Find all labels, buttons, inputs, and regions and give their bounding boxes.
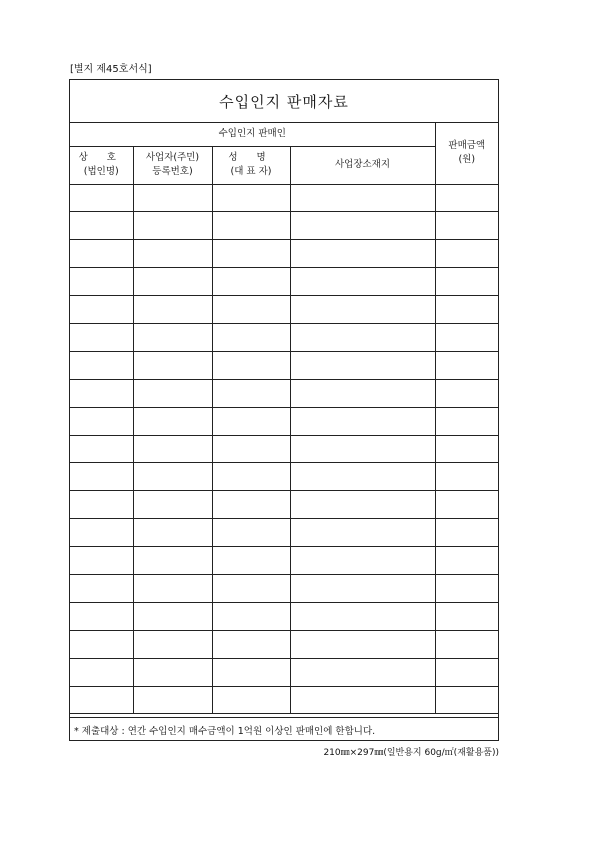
name-header — [70, 146, 133, 184]
table-cell[interactable] — [133, 323, 212, 351]
name-label: 상 호 — [78, 151, 124, 163]
rep-header — [212, 146, 290, 184]
table-cell[interactable] — [133, 268, 212, 296]
table-cell[interactable] — [290, 407, 435, 435]
sales-amount-unit: (원) — [458, 154, 476, 166]
table-cell[interactable] — [133, 379, 212, 407]
table-cell[interactable] — [70, 602, 133, 630]
seller-group-label: 수입인지 판매인 — [218, 128, 286, 140]
table-cell[interactable] — [435, 323, 498, 351]
table-cell[interactable] — [212, 184, 290, 212]
table-cell[interactable] — [435, 212, 498, 240]
table-row — [70, 379, 498, 407]
table-cell[interactable] — [435, 379, 498, 407]
table-row — [70, 602, 498, 630]
regno-header — [133, 146, 212, 184]
table-cell[interactable] — [70, 184, 133, 212]
sales-table — [70, 123, 498, 714]
table-cell[interactable] — [212, 602, 290, 630]
table-body — [70, 184, 498, 714]
table-row — [70, 519, 498, 547]
table-cell[interactable] — [70, 435, 133, 463]
seller-group-header — [70, 123, 435, 146]
table-row — [70, 184, 498, 212]
table-cell[interactable] — [290, 630, 435, 658]
table-cell[interactable] — [70, 519, 133, 547]
footnote: * 제출대상 : 연간 수입인지 매수금액이 1억원 이상인 판매인에 한합니다. — [70, 717, 498, 740]
table-row — [70, 240, 498, 268]
table-cell[interactable] — [435, 351, 498, 379]
table-cell[interactable] — [70, 351, 133, 379]
table-cell[interactable] — [133, 574, 212, 602]
table-cell[interactable] — [133, 240, 212, 268]
table-cell[interactable] — [435, 658, 498, 686]
table-cell[interactable] — [133, 602, 212, 630]
table-cell[interactable] — [290, 240, 435, 268]
name-sublabel: (법인명) — [83, 166, 119, 177]
paper-size-note: 210㎜×297㎜(일반용지 60g/㎡(재활용품)) — [323, 748, 499, 758]
table-cell[interactable] — [435, 547, 498, 575]
table-cell[interactable] — [70, 574, 133, 602]
rep-sublabel: (대 표 자) — [230, 166, 272, 177]
table-cell[interactable] — [70, 686, 133, 714]
table-cell[interactable] — [435, 463, 498, 491]
table-cell[interactable] — [212, 463, 290, 491]
regno-label: 사업자(주민) — [145, 151, 200, 163]
table-row — [70, 463, 498, 491]
table-cell[interactable] — [212, 240, 290, 268]
table-row — [70, 491, 498, 519]
form-number-label: [별지 제45호서식] — [70, 64, 152, 75]
table-cell[interactable] — [212, 658, 290, 686]
table-cell[interactable] — [70, 379, 133, 407]
table-cell[interactable] — [290, 686, 435, 714]
table-cell[interactable] — [435, 184, 498, 212]
table-cell[interactable] — [290, 323, 435, 351]
table-cell[interactable] — [70, 463, 133, 491]
table-cell[interactable] — [133, 296, 212, 324]
sales-amount-label: 판매금액 — [448, 140, 486, 151]
table-cell[interactable] — [290, 435, 435, 463]
table-cell[interactable] — [212, 268, 290, 296]
form-title: 수입인지 판매자료 — [70, 80, 498, 123]
table-cell[interactable] — [435, 574, 498, 602]
table-cell[interactable] — [70, 240, 133, 268]
table-cell[interactable] — [290, 574, 435, 602]
table-cell[interactable] — [290, 519, 435, 547]
table-cell[interactable] — [290, 268, 435, 296]
address-header — [290, 146, 435, 184]
table-row — [70, 268, 498, 296]
table-cell[interactable] — [435, 630, 498, 658]
table-cell[interactable] — [133, 658, 212, 686]
table-cell[interactable] — [133, 686, 212, 714]
table-row — [70, 296, 498, 324]
table-cell[interactable] — [290, 491, 435, 519]
table-cell[interactable] — [290, 351, 435, 379]
sales-amount-header — [435, 123, 498, 184]
table-row — [70, 686, 498, 714]
table-cell[interactable] — [70, 491, 133, 519]
table-cell[interactable] — [435, 268, 498, 296]
table-cell[interactable] — [435, 240, 498, 268]
table-cell[interactable] — [133, 212, 212, 240]
table-cell[interactable] — [435, 407, 498, 435]
table-cell[interactable] — [290, 602, 435, 630]
table-row — [70, 323, 498, 351]
table-cell[interactable] — [70, 212, 133, 240]
form-frame — [69, 79, 499, 741]
table-row — [70, 547, 498, 575]
table-cell[interactable] — [70, 658, 133, 686]
table-cell[interactable] — [290, 658, 435, 686]
table-cell[interactable] — [435, 602, 498, 630]
table-cell[interactable] — [133, 351, 212, 379]
table-cell[interactable] — [133, 547, 212, 575]
table-cell[interactable] — [133, 519, 212, 547]
table-cell[interactable] — [70, 268, 133, 296]
table-row — [70, 212, 498, 240]
table-cell[interactable] — [290, 212, 435, 240]
table-cell[interactable] — [133, 184, 212, 212]
table-cell[interactable] — [70, 547, 133, 575]
table-cell[interactable] — [212, 407, 290, 435]
table-cell[interactable] — [70, 630, 133, 658]
table-cell[interactable] — [435, 296, 498, 324]
table-cell[interactable] — [290, 547, 435, 575]
table-cell[interactable] — [435, 435, 498, 463]
table-row — [70, 435, 498, 463]
table-row — [70, 351, 498, 379]
table-cell[interactable] — [290, 463, 435, 491]
table-cell[interactable] — [212, 630, 290, 658]
table-cell[interactable] — [212, 686, 290, 714]
table-row — [70, 407, 498, 435]
table-cell[interactable] — [212, 212, 290, 240]
table-cell[interactable] — [70, 296, 133, 324]
table-row — [70, 658, 498, 686]
table-cell[interactable] — [212, 323, 290, 351]
table-cell[interactable] — [133, 491, 212, 519]
table-cell[interactable] — [435, 491, 498, 519]
table-cell[interactable] — [212, 491, 290, 519]
table-cell[interactable] — [212, 379, 290, 407]
table-cell[interactable] — [212, 435, 290, 463]
regno-sublabel: 등록번호) — [152, 166, 193, 177]
table-row — [70, 630, 498, 658]
table-cell[interactable] — [212, 519, 290, 547]
table-cell[interactable] — [290, 296, 435, 324]
table-cell[interactable] — [435, 686, 498, 714]
rep-label: 성 명 — [228, 151, 274, 163]
table-cell[interactable] — [133, 463, 212, 491]
table-cell[interactable] — [70, 323, 133, 351]
table-cell[interactable] — [212, 574, 290, 602]
table-cell[interactable] — [133, 407, 212, 435]
table-cell[interactable] — [133, 630, 212, 658]
address-label: 사업장소재지 — [334, 158, 391, 170]
table-cell[interactable] — [435, 519, 498, 547]
table-cell[interactable] — [212, 351, 290, 379]
table-cell[interactable] — [133, 435, 212, 463]
table-cell[interactable] — [212, 547, 290, 575]
table-cell[interactable] — [290, 184, 435, 212]
table-cell[interactable] — [212, 296, 290, 324]
table-row — [70, 574, 498, 602]
table-cell[interactable] — [70, 407, 133, 435]
table-cell[interactable] — [290, 379, 435, 407]
